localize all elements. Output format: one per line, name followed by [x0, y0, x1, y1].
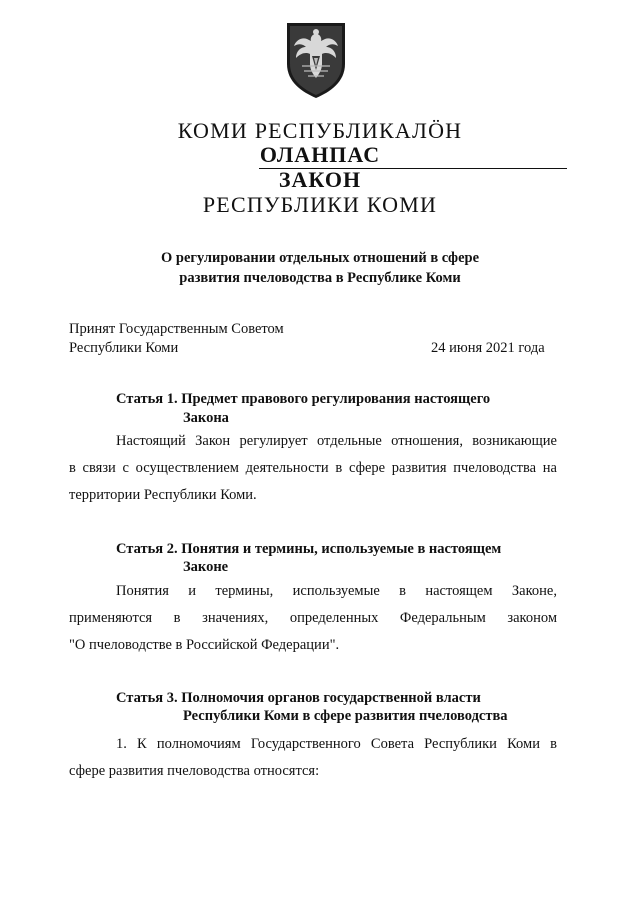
law-title-line-1: О регулировании отдельных отношений в сфере: [160, 250, 480, 266]
header-komi-line: КОМИ РЕСПУБЛИКАЛӦН: [177, 118, 463, 143]
article-2-heading-line-1: Статья 2. Понятия и термины, используемые в настоящем: [116, 541, 502, 557]
article-2-text-line-1: Понятия и термины, используемые в настоящем Законе,: [116, 583, 557, 599]
article-1-text-line-3: территории Республики Коми.: [69, 487, 257, 503]
article-1-heading-line-2: Закона: [183, 410, 229, 426]
header-republic-line: РЕСПУБЛИКИ КОМИ: [202, 192, 438, 217]
article-3-text: [69, 731, 557, 785]
adoption-line-2: Республики Коми: [69, 340, 179, 356]
article-2-text-line-3: "О пчеловодстве в Российской Федерации".: [69, 637, 340, 653]
article-2-text: [69, 578, 557, 659]
law-title-line-2: развития пчеловодства в Республике Коми: [179, 270, 461, 286]
article-3-text-line-2: сфере развития пчеловодства относятся:: [69, 763, 320, 779]
article-3-heading-line-2: Республики Коми в сфере развития пчеловодства: [183, 708, 508, 724]
article-2-text-line-2: применяются в значениях, определенных Федеральным законом: [69, 610, 557, 626]
komi-coat-of-arms-icon: [284, 20, 348, 100]
article-2-heading-line-2: Законе: [183, 559, 229, 575]
article-1-heading-line-1: Статья 1. Предмет правового регулирования настоящего: [116, 391, 491, 407]
law-title: [0, 248, 640, 288]
adoption-date: 24 июня 2021 года: [431, 340, 545, 356]
article-1-text-line-2: в связи с осуществлением деятельности в сфере развития пчеловодства на: [69, 460, 557, 476]
article-1-text-line-1: Настоящий Закон регулирует отдельные отношения, возникающие: [116, 433, 557, 449]
article-1-text: [69, 428, 557, 509]
adoption-line-1: Принят Государственным Советом: [69, 321, 284, 337]
article-3-heading-line-1: Статья 3. Полномочия органов государственной власти: [116, 690, 481, 706]
header-olanpas: ОЛАНПАС: [259, 142, 381, 167]
header-zakon: ЗАКОН: [278, 167, 362, 192]
article-3-text-line-1: 1. К полномочиям Государственного Совета Республики Коми в: [116, 736, 557, 752]
